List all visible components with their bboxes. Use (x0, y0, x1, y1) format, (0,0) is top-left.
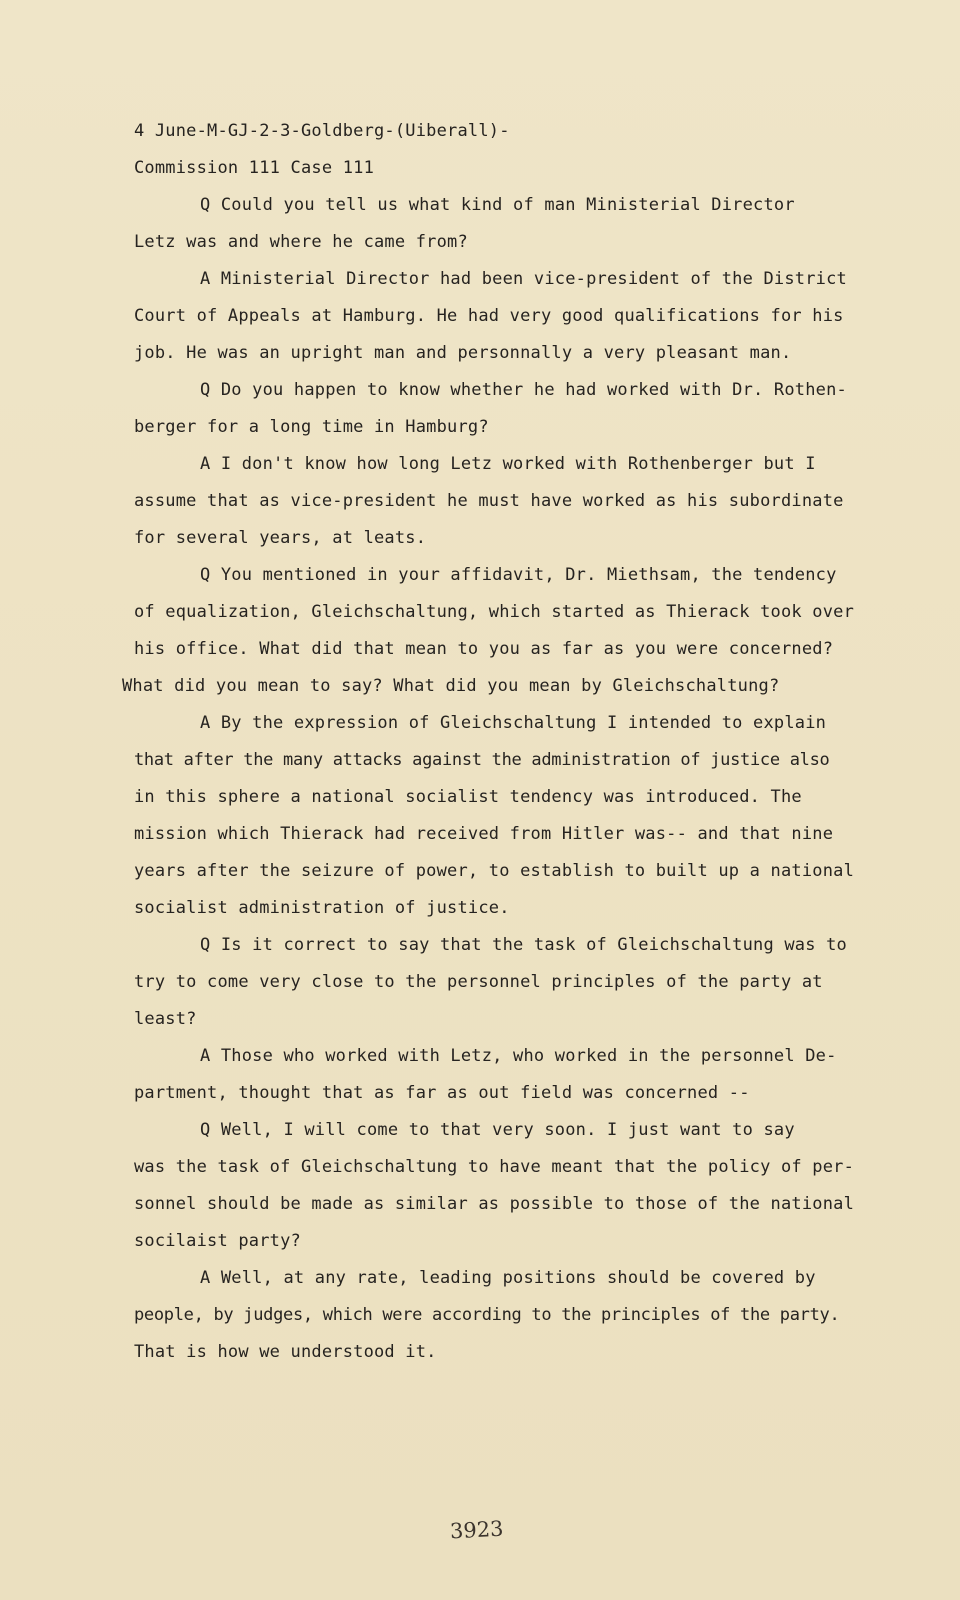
header-line: 4 June-M-GJ-2-3-Goldberg-(Uiberall)- (134, 121, 510, 141)
text-line: in this sphere a national socialist tendency was introduced. The (134, 787, 802, 807)
text-line: try to come very close to the personnel principles of the party at (134, 972, 823, 992)
commission-line: Commission 111 Case 111 (134, 158, 375, 178)
text-line: A By the expression of Gleichschaltung I intended to explain (200, 713, 827, 733)
text-line: A Ministerial Director had been vice-president of the District (200, 269, 847, 289)
text-line: that after the many attacks against the administration of justice also (134, 750, 830, 770)
text-line: socialist administration of justice. (134, 898, 510, 918)
text-line: for several years, at leats. (134, 528, 427, 548)
text-line: partment, thought that as far as out field was concerned -- (134, 1083, 750, 1103)
text-line: That is how we understood it. (134, 1342, 437, 1362)
text-line: sonnel should be made as similar as possible to those of the national (134, 1194, 855, 1214)
text-line: mission which Thierack had received from Hitler was-- and that nine (134, 824, 834, 844)
text-line: job. He was an upright man and personnally a very pleasant man. (134, 343, 792, 363)
page-number: 3923 (449, 1516, 505, 1544)
text-line: his office. What did that mean to you as far as you were concerned? (134, 639, 834, 659)
text-line: Q Well, I will come to that very soon. I just want to say (200, 1120, 795, 1140)
text-line: years after the seizure of power, to establish to built up a national (134, 861, 855, 881)
text-line: least? (134, 1009, 197, 1029)
text-line: Q Could you tell us what kind of man Ministerial Director (200, 195, 795, 215)
text-line: A I don't know how long Letz worked with Rothenberger but I (200, 454, 816, 474)
text-line: What did you mean to say? What did you mean by Gleichschaltung? (122, 676, 780, 696)
document-body (122, 113, 855, 1371)
text-line: Letz was and where he came from? (134, 232, 468, 252)
text-line: socilaist party? (134, 1231, 301, 1251)
text-line: was the task of Gleichschaltung to have meant that the policy of per- (134, 1157, 855, 1177)
text-line: of equalization, Gleichschaltung, which started as Thierack took over (134, 602, 855, 622)
text-line: people, by judges, which were according to the principles of the party. (134, 1305, 840, 1325)
text-line: A Well, at any rate, leading positions should be covered by (200, 1268, 816, 1288)
text-line: A Those who worked with Letz, who worked in the personnel De- (200, 1046, 837, 1066)
text-line: Court of Appeals at Hamburg. He had very good qualifications for his (134, 306, 844, 326)
text-line: berger for a long time in Hamburg? (134, 417, 489, 437)
text-line: Q Do you happen to know whether he had worked with Dr. Rothen- (200, 380, 847, 400)
text-line: assume that as vice-president he must have worked as his subordinate (134, 491, 844, 511)
text-line: Q You mentioned in your affidavit, Dr. Miethsam, the tendency (200, 565, 837, 585)
text-line: Q Is it correct to say that the task of Gleichschaltung was to (200, 935, 847, 955)
